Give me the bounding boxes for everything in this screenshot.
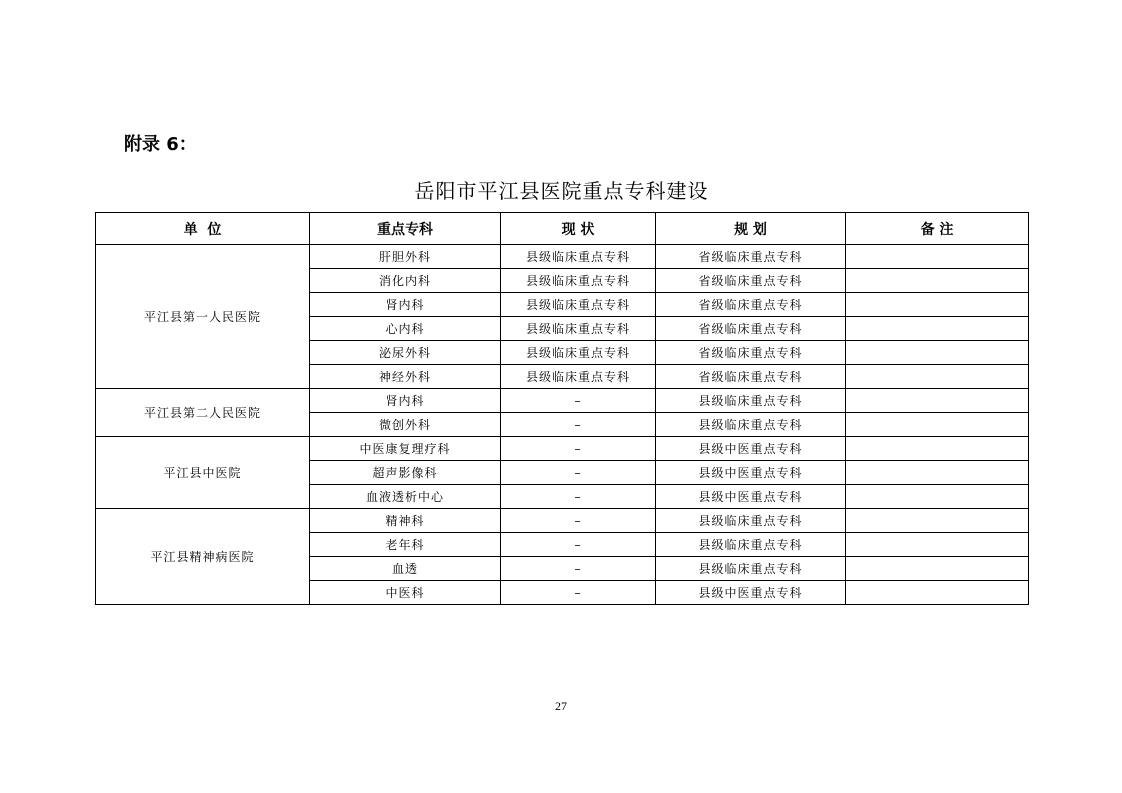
specialty-cell: 心内科	[310, 317, 501, 341]
specialty-cell: 老年科	[310, 533, 501, 557]
table-row	[96, 389, 1029, 413]
plan-cell: 县级中医重点专科	[656, 461, 846, 485]
status-cell: 县级临床重点专科	[501, 245, 656, 269]
specialty-table	[95, 212, 1029, 605]
status-cell: –	[501, 485, 656, 509]
header-specialty: 重点专科	[310, 213, 501, 245]
remarks-cell	[846, 317, 1029, 341]
specialty-cell: 精神科	[310, 509, 501, 533]
table-header-row	[96, 213, 1029, 245]
specialty-cell: 中医科	[310, 581, 501, 605]
status-cell: 县级临床重点专科	[501, 365, 656, 389]
specialty-cell: 神经外科	[310, 365, 501, 389]
status-cell: –	[501, 461, 656, 485]
plan-cell: 省级临床重点专科	[656, 293, 846, 317]
specialty-cell: 肾内科	[310, 389, 501, 413]
plan-cell: 县级临床重点专科	[656, 509, 846, 533]
plan-cell: 省级临床重点专科	[656, 317, 846, 341]
unit-cell: 平江县中医院	[96, 437, 310, 509]
remarks-cell	[846, 557, 1029, 581]
table-row	[96, 437, 1029, 461]
header-plan: 规 划	[656, 213, 846, 245]
specialty-cell: 泌尿外科	[310, 341, 501, 365]
status-cell: 县级临床重点专科	[501, 269, 656, 293]
plan-cell: 县级中医重点专科	[656, 485, 846, 509]
remarks-cell	[846, 437, 1029, 461]
status-cell: –	[501, 389, 656, 413]
specialty-cell: 超声影像科	[310, 461, 501, 485]
document-title: 岳阳市平江县医院重点专科建设	[414, 179, 709, 203]
remarks-cell	[846, 365, 1029, 389]
plan-cell: 省级临床重点专科	[656, 245, 846, 269]
status-cell: –	[501, 509, 656, 533]
status-cell: –	[501, 557, 656, 581]
specialty-cell: 微创外科	[310, 413, 501, 437]
status-cell: 县级临床重点专科	[501, 341, 656, 365]
header-status: 现 状	[501, 213, 656, 245]
remarks-cell	[846, 461, 1029, 485]
status-cell: –	[501, 413, 656, 437]
remarks-cell	[846, 533, 1029, 557]
specialty-cell: 肾内科	[310, 293, 501, 317]
unit-cell: 平江县精神病医院	[96, 509, 310, 605]
plan-cell: 县级临床重点专科	[656, 557, 846, 581]
remarks-cell	[846, 581, 1029, 605]
remarks-cell	[846, 413, 1029, 437]
status-cell: –	[501, 437, 656, 461]
plan-cell: 县级临床重点专科	[656, 413, 846, 437]
page-number: 27	[555, 699, 567, 713]
plan-cell: 省级临床重点专科	[656, 341, 846, 365]
specialty-cell: 血透	[310, 557, 501, 581]
remarks-cell	[846, 245, 1029, 269]
specialty-cell: 消化内科	[310, 269, 501, 293]
plan-cell: 县级临床重点专科	[656, 389, 846, 413]
plan-cell: 省级临床重点专科	[656, 269, 846, 293]
remarks-cell	[846, 509, 1029, 533]
remarks-cell	[846, 269, 1029, 293]
status-cell: –	[501, 533, 656, 557]
appendix-label: 附录 6：	[124, 134, 197, 155]
plan-cell: 县级中医重点专科	[656, 581, 846, 605]
plan-cell: 县级中医重点专科	[656, 437, 846, 461]
table-row	[96, 245, 1029, 269]
specialty-cell: 中医康复理疗科	[310, 437, 501, 461]
plan-cell: 省级临床重点专科	[656, 365, 846, 389]
unit-cell: 平江县第一人民医院	[96, 245, 310, 389]
header-remarks: 备 注	[846, 213, 1029, 245]
remarks-cell	[846, 389, 1029, 413]
table-row	[96, 509, 1029, 533]
status-cell: –	[501, 581, 656, 605]
status-cell: 县级临床重点专科	[501, 293, 656, 317]
remarks-cell	[846, 485, 1029, 509]
table-body	[96, 245, 1029, 605]
header-unit: 单 位	[96, 213, 310, 245]
plan-cell: 县级临床重点专科	[656, 533, 846, 557]
specialty-cell: 肝胆外科	[310, 245, 501, 269]
status-cell: 县级临床重点专科	[501, 317, 656, 341]
specialty-cell: 血液透析中心	[310, 485, 501, 509]
unit-cell: 平江县第二人民医院	[96, 389, 310, 437]
remarks-cell	[846, 293, 1029, 317]
remarks-cell	[846, 341, 1029, 365]
